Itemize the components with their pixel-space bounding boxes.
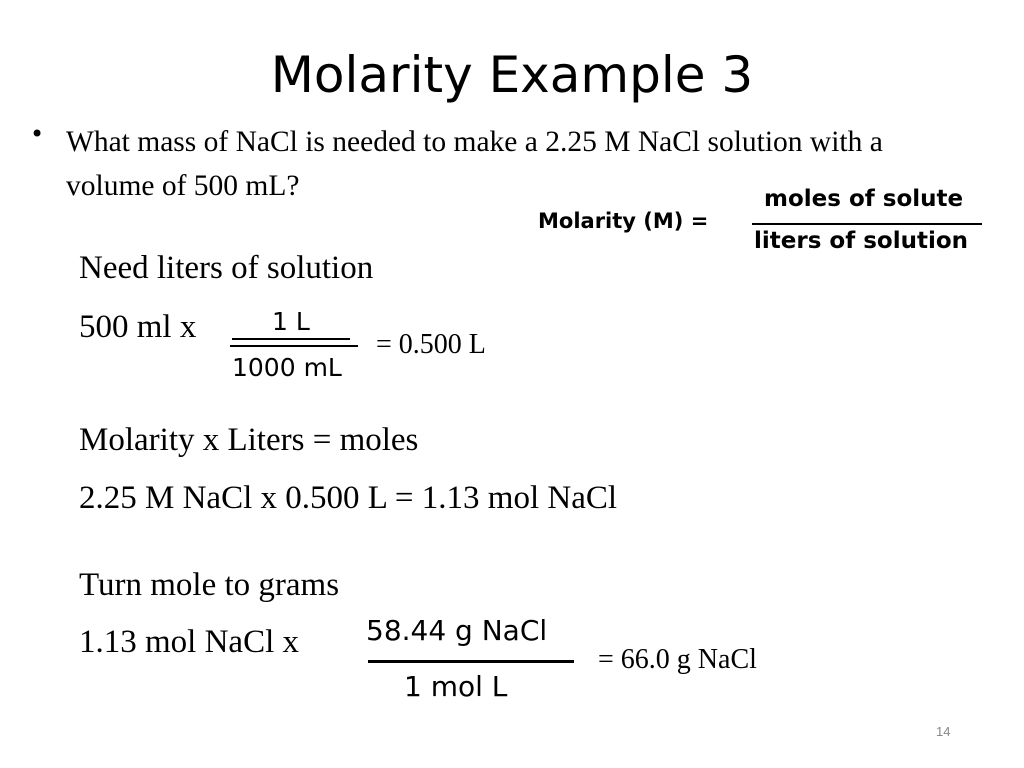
step3-numerator: 58.44 g NaCl xyxy=(366,614,548,647)
step1-expression: 500 ml x xyxy=(79,309,197,345)
step1-denominator: 1000 mL xyxy=(232,353,342,382)
step3-denominator: 1 mol L xyxy=(404,670,508,703)
slide-number: 14 xyxy=(936,724,951,739)
step2-calculation: 2.25 M NaCl x 0.500 L = 1.13 mol NaCl xyxy=(79,480,618,516)
step1-numerator: 1 L xyxy=(272,307,310,336)
formula-lhs: Molarity (M) = xyxy=(538,209,709,233)
step3-fraction-bar xyxy=(368,660,574,663)
slide-title: Molarity Example 3 xyxy=(270,46,754,104)
step2-heading: Molarity x Liters = moles xyxy=(79,422,419,458)
step3-heading: Turn mole to grams xyxy=(79,567,340,603)
step1-fraction-bar xyxy=(230,345,358,347)
formula-numerator: moles of solute xyxy=(764,186,964,212)
step1-heading: Need liters of solution xyxy=(79,250,374,286)
formula-denominator: liters of solution xyxy=(754,228,969,254)
formula-fraction-bar xyxy=(752,223,982,225)
step3-result: = 66.0 g NaCl xyxy=(598,644,757,675)
step3-expression: 1.13 mol NaCl x xyxy=(79,624,299,660)
question-text: What mass of NaCl is needed to make a 2.25 M NaCl solution with a volume of 500 mL? xyxy=(66,126,883,202)
step1-underline xyxy=(232,338,350,340)
bullet-icon: • xyxy=(30,120,45,148)
step1-result: = 0.500 L xyxy=(376,329,486,360)
